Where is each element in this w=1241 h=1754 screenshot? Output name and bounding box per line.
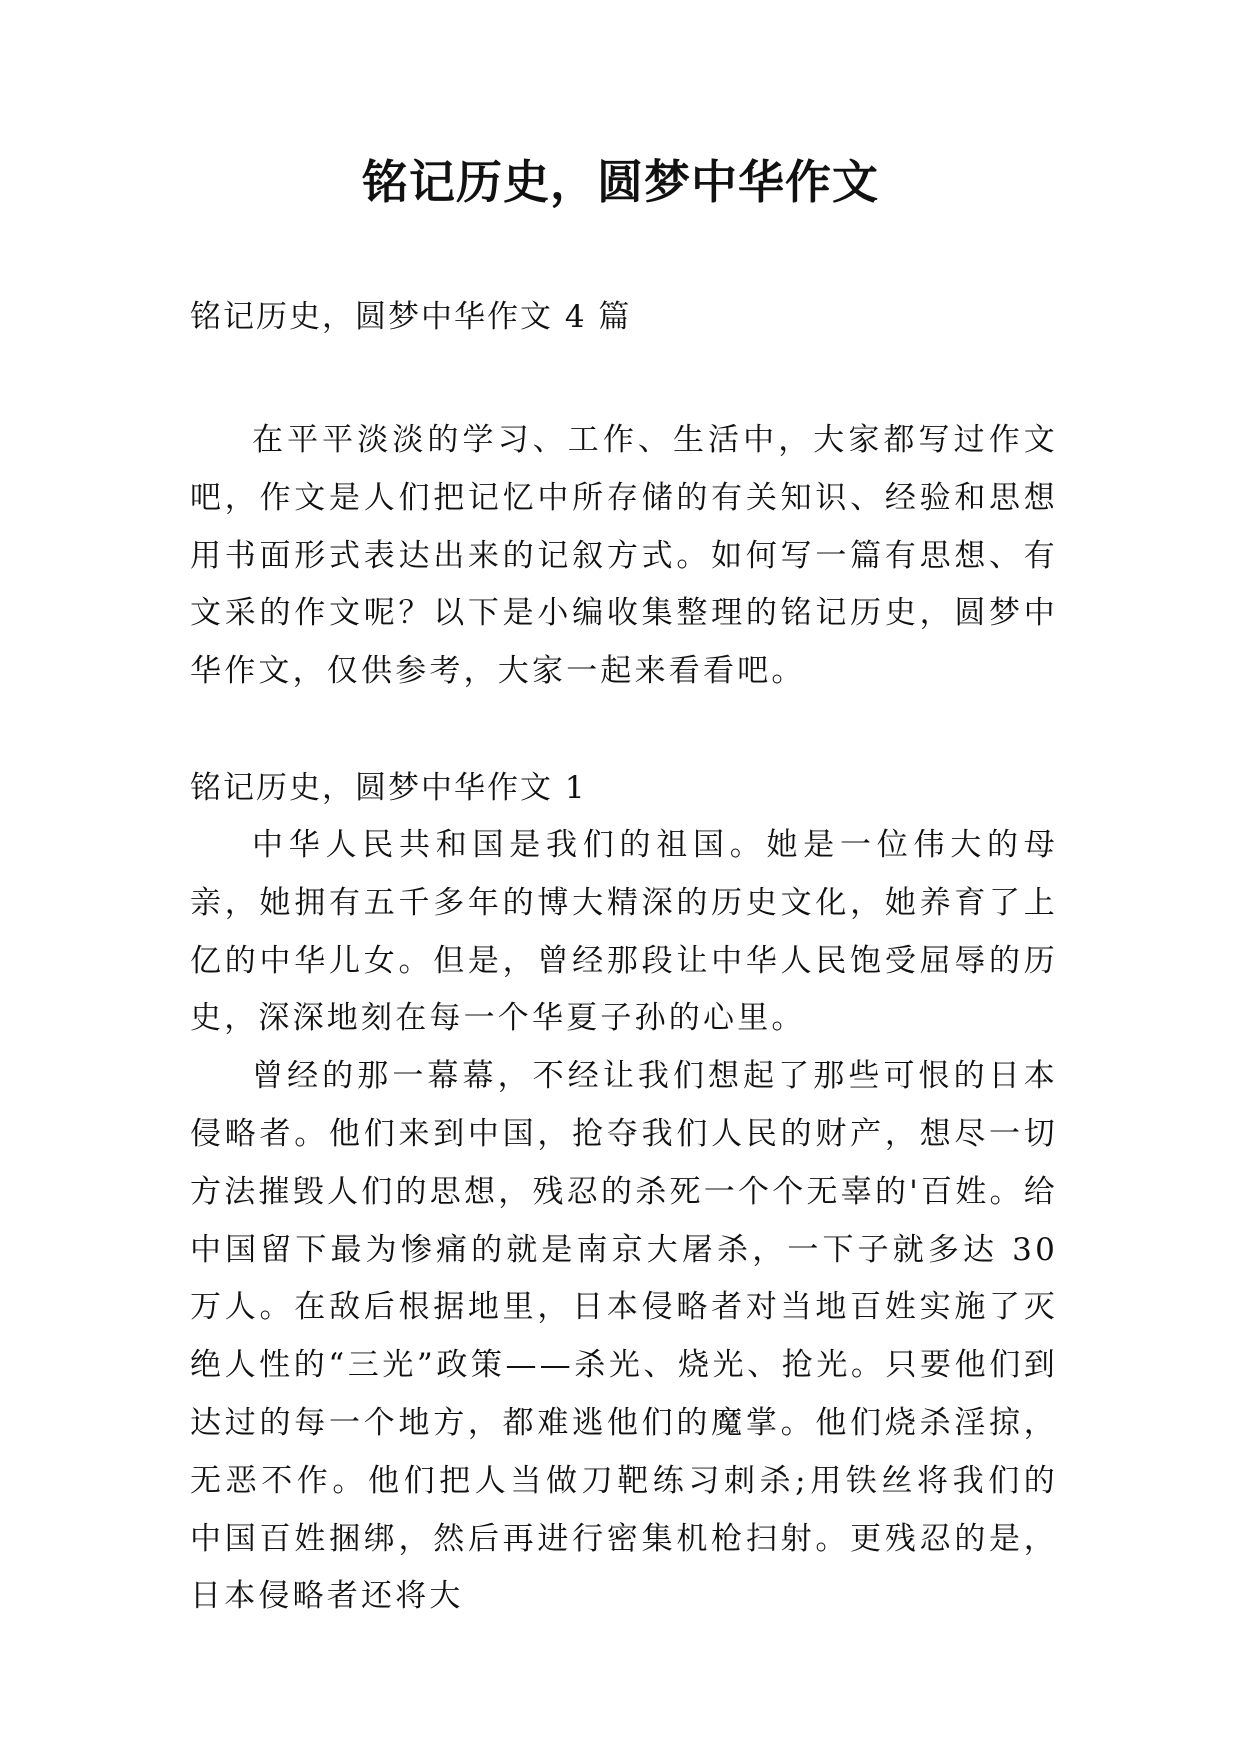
document-title: 铭记历史，圆梦中华作文 bbox=[362, 155, 879, 209]
body-paragraph: 中华人民共和国是我们的祖国。她是一位伟大的母亲，她拥有五千多年的博大精深的历史文化，她养育了上亿的中华儿女。但是，曾经那段让中华人民饱受屈辱的历史，深深地刻在每一个华夏子孙的心里。 bbox=[190, 826, 1058, 1037]
collection-subtitle: 铭记历史，圆梦中华作文 4 篇 bbox=[190, 299, 632, 335]
body-paragraph: 曾经的那一幕幕，不经让我们想起了那些可恨的日本侵略者。他们来到中国，抢夺我们人民的财产，想尽一切方法摧毁人们的思想，残忍的杀死一个个无辜的'百姓。给中国留下最为惨痛的就是南京大屠杀，一下子就多达 30 万人。在敌后根据地里，日本侵略者对当地百姓实施了灭绝人性的“三光”政策——杀光、烧光、抢光。只要他们到达过的每一个地方，都难逃他们的魔掌。他们烧杀淫掠，无恶不作。他们把人当做刀靶练习刺杀;用铁丝将我们的中国百姓捆绑，然后再进行密集机枪扫射。更残忍的是，日本侵略者还将大 bbox=[190, 1058, 1058, 1615]
spacer bbox=[190, 346, 1058, 412]
document-body bbox=[190, 288, 1058, 1626]
section-heading: 铭记历史，圆梦中华作文 1 bbox=[190, 769, 587, 806]
spacer bbox=[190, 701, 1058, 759]
intro-paragraph: 在平平淡淡的学习、工作、生活中，大家都写过作文吧，作文是人们把记忆中所存储的有关知识、经验和思想用书面形式表达出来的记叙方式。如何写一篇有思想、有文采的作文呢？以下是小编收集整理的铭记历史，圆梦中华作文，仅供参考，大家一起来看看吧。 bbox=[190, 422, 1058, 690]
